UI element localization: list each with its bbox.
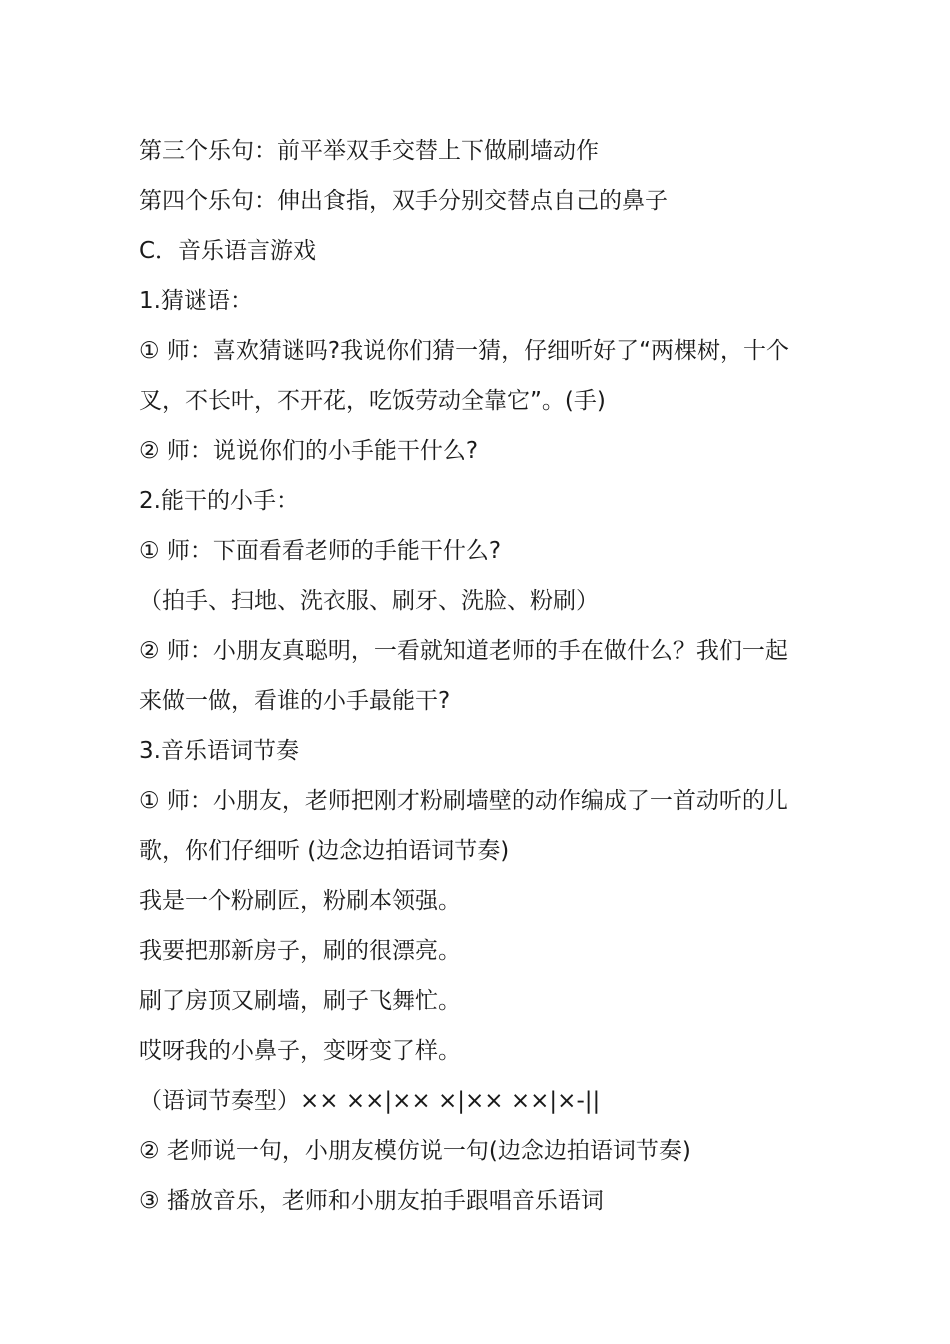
text-line-riddle-1-cont: 叉，不长叶，不开花，吃饭劳动全靠它”。(手) bbox=[139, 388, 606, 414]
text-line-hands-2-cont: 来做一做，看谁的小手最能干? bbox=[139, 688, 451, 714]
text-line-hands-actions: （拍手、扫地、洗衣服、刷牙、洗脸、粉刷） bbox=[139, 588, 599, 614]
subheading-capable-hands: 2.能干的小手： bbox=[139, 488, 299, 514]
text-line-riddle-1: ① 师：喜欢猜谜吗?我说你们猜一猜，仔细听好了“两棵树，十个 bbox=[139, 338, 790, 364]
text-line-riddle-2: ② 师：说说你们的小手能干什么? bbox=[139, 438, 479, 464]
section-heading-c: C．音乐语言游戏 bbox=[139, 238, 317, 264]
text-line-rhythm-1-cont: 歌，你们仔细听 (边念边拍语词节奏) bbox=[139, 838, 510, 864]
text-line-phrase-4: 第四个乐句：伸出食指，双手分别交替点自己的鼻子 bbox=[139, 188, 668, 214]
lyric-line-3: 刷了房顶又刷墙，刷子飞舞忙。 bbox=[139, 988, 461, 1014]
text-line-rhythm-3: ③ 播放音乐，老师和小朋友拍手跟唱音乐语词 bbox=[139, 1188, 604, 1214]
lyric-line-4: 哎呀我的小鼻子，变呀变了样。 bbox=[139, 1038, 461, 1064]
text-line-hands-1: ① 师：下面看看老师的手能干什么? bbox=[139, 538, 502, 564]
text-line-rhythm-1: ① 师：小朋友，老师把刚才粉刷墙壁的动作编成了一首动听的儿 bbox=[139, 788, 788, 814]
text-line-hands-2: ② 师：小朋友真聪明，一看就知道老师的手在做什么？我们一起 bbox=[139, 638, 788, 664]
document-body bbox=[139, 126, 819, 1226]
rhythm-pattern: （语词节奏型）×× ××|×× ×|×× ××|×-|| bbox=[139, 1088, 601, 1114]
text-line-phrase-3: 第三个乐句：前平举双手交替上下做刷墙动作 bbox=[139, 138, 599, 164]
text-line-rhythm-2: ② 老师说一句，小朋友模仿说一句(边念边拍语词节奏) bbox=[139, 1138, 691, 1164]
subheading-riddle: 1.猜谜语： bbox=[139, 288, 253, 314]
subheading-rhythm: 3.音乐语词节奏 bbox=[139, 738, 299, 764]
lyric-line-1: 我是一个粉刷匠，粉刷本领强。 bbox=[139, 888, 461, 914]
lyric-line-2: 我要把那新房子，刷的很漂亮。 bbox=[139, 938, 461, 964]
